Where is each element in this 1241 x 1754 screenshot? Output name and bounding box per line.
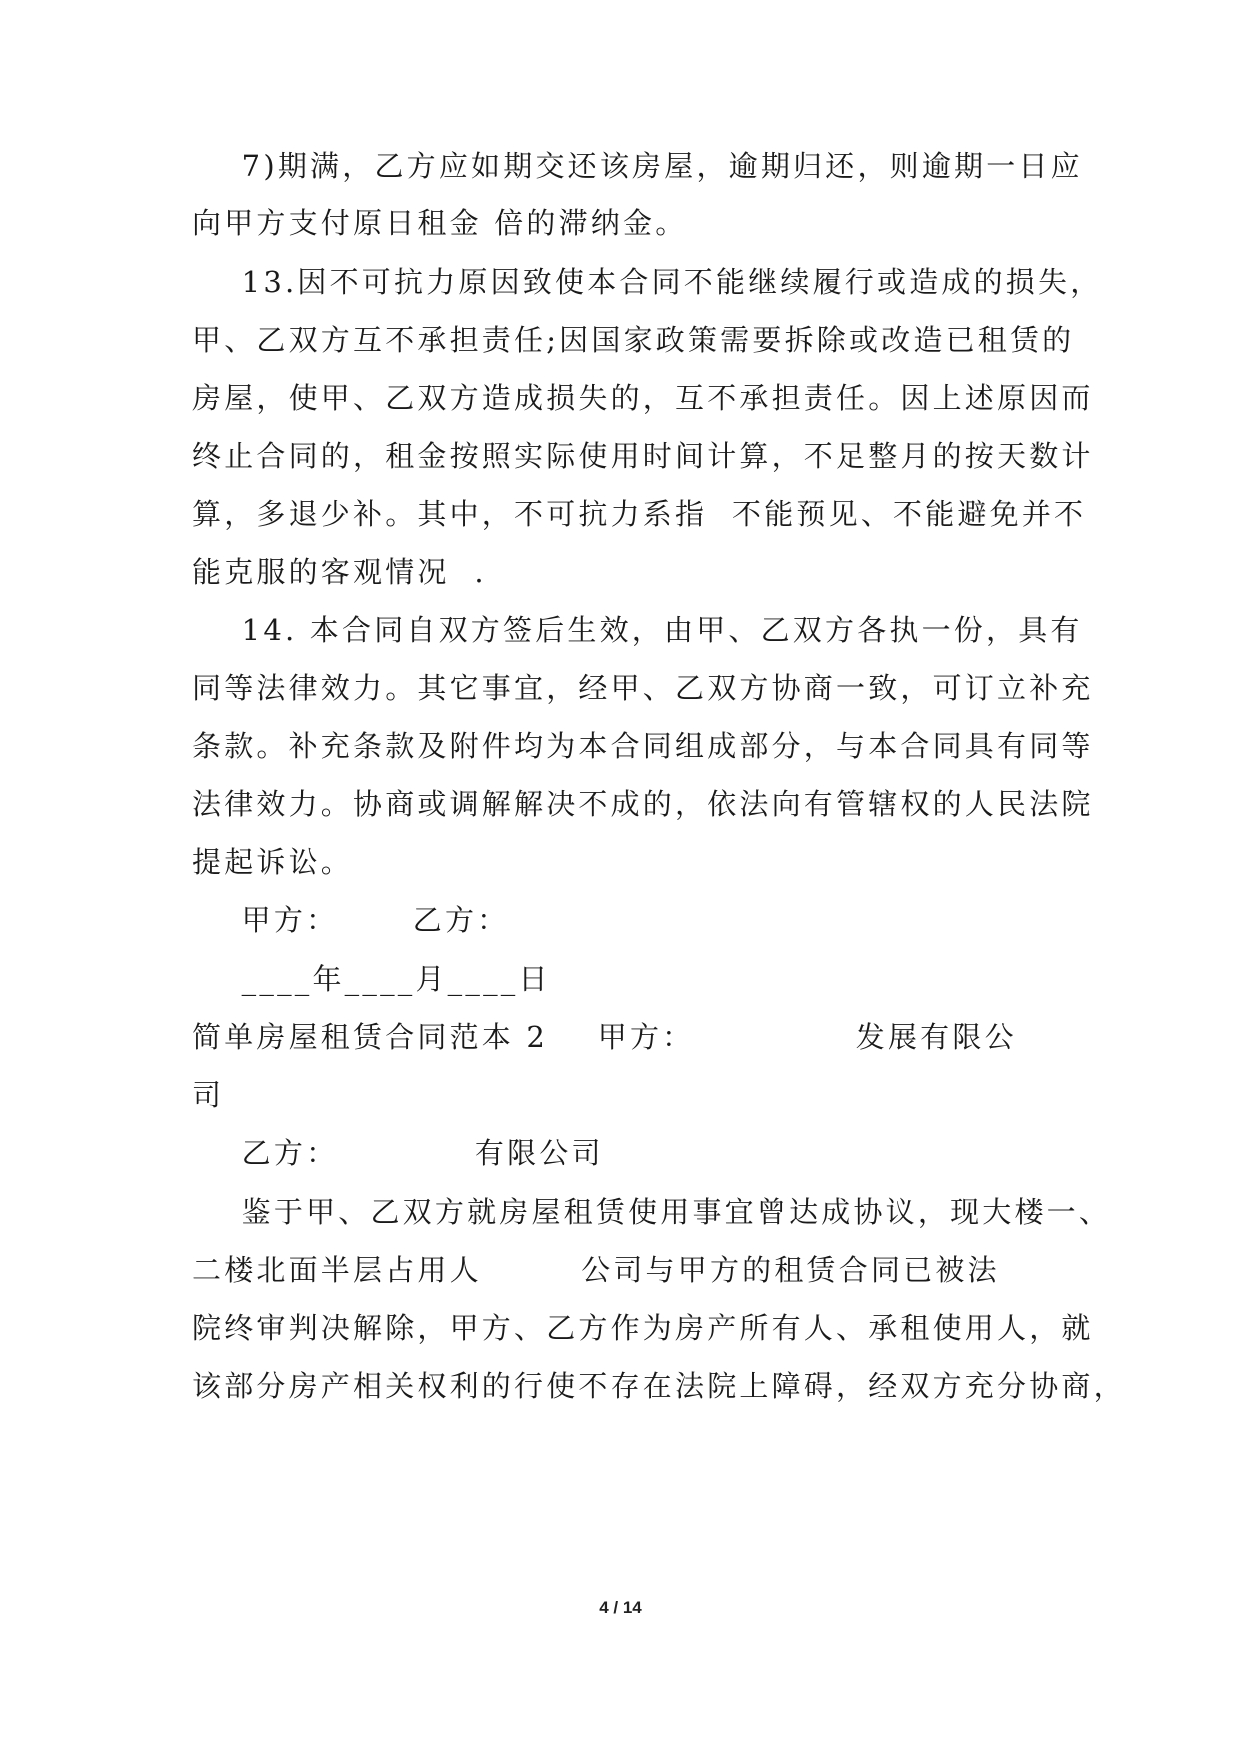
date-line: ____年____月____日 <box>192 962 551 996</box>
text-line: 7)期满，乙方应如期交还该房屋，逾期归还，则逾期一日应 <box>192 149 1083 183</box>
text-line: 13.因不可抗力原因致使本合同不能继续履行或造成的损失， <box>192 265 1103 299</box>
signature-line: 甲方： 乙方： <box>192 903 510 937</box>
text-line: 提起诉讼。 <box>192 845 354 879</box>
page-number: 4 / 14 <box>599 1598 642 1617</box>
text-line: 甲、乙双方互不承担责任;因国家政策需要拆除或改造已租赁的 <box>192 323 1075 357</box>
section-heading-line: 简单房屋租赁合同范本 2 甲方： 发展有限公 <box>192 1020 1017 1054</box>
text-line: 院终审判决解除，甲方、乙方作为房产所有人、承租使用人，就 <box>192 1311 1094 1345</box>
text-line: 司 <box>192 1078 225 1112</box>
party-line: 乙方： 有限公司 <box>192 1136 604 1170</box>
text-line: 能克服的客观情况 . <box>192 555 487 589</box>
text-line: 终止合同的，租金按照实际使用时间计算，不足整月的按天数计 <box>192 439 1094 473</box>
text-line: 条款。补充条款及附件均为本合同组成部分，与本合同具有同等 <box>192 729 1094 763</box>
text-line: 房屋，使甲、乙双方造成损失的，互不承担责任。因上述原因而 <box>192 381 1094 415</box>
text-line: 14. 本合同自双方签后生效，由甲、乙双方各执一份，具有 <box>192 613 1083 647</box>
text-line: 向甲方支付原日租金 倍的滞纳金。 <box>192 206 688 240</box>
text-line: 该部分房产相关权利的行使不存在法院上障碍，经双方充分协商， <box>192 1369 1126 1403</box>
text-line: 鉴于甲、乙双方就房屋租赁使用事宜曾达成协议，现大楼一、 <box>192 1195 1112 1229</box>
text-line: 算，多退少补。其中，不可抗力系指 不能预见、不能避免并不 <box>192 497 1087 531</box>
text-line: 同等法律效力。其它事宜，经甲、乙双方协商一致，可订立补充 <box>192 671 1094 705</box>
text-line: 二楼北面半层占用人 公司与甲方的租赁合同已被法 <box>192 1253 1000 1287</box>
text-line: 法律效力。协商或调解解决不成的，依法向有管辖权的人民法院 <box>192 787 1094 821</box>
